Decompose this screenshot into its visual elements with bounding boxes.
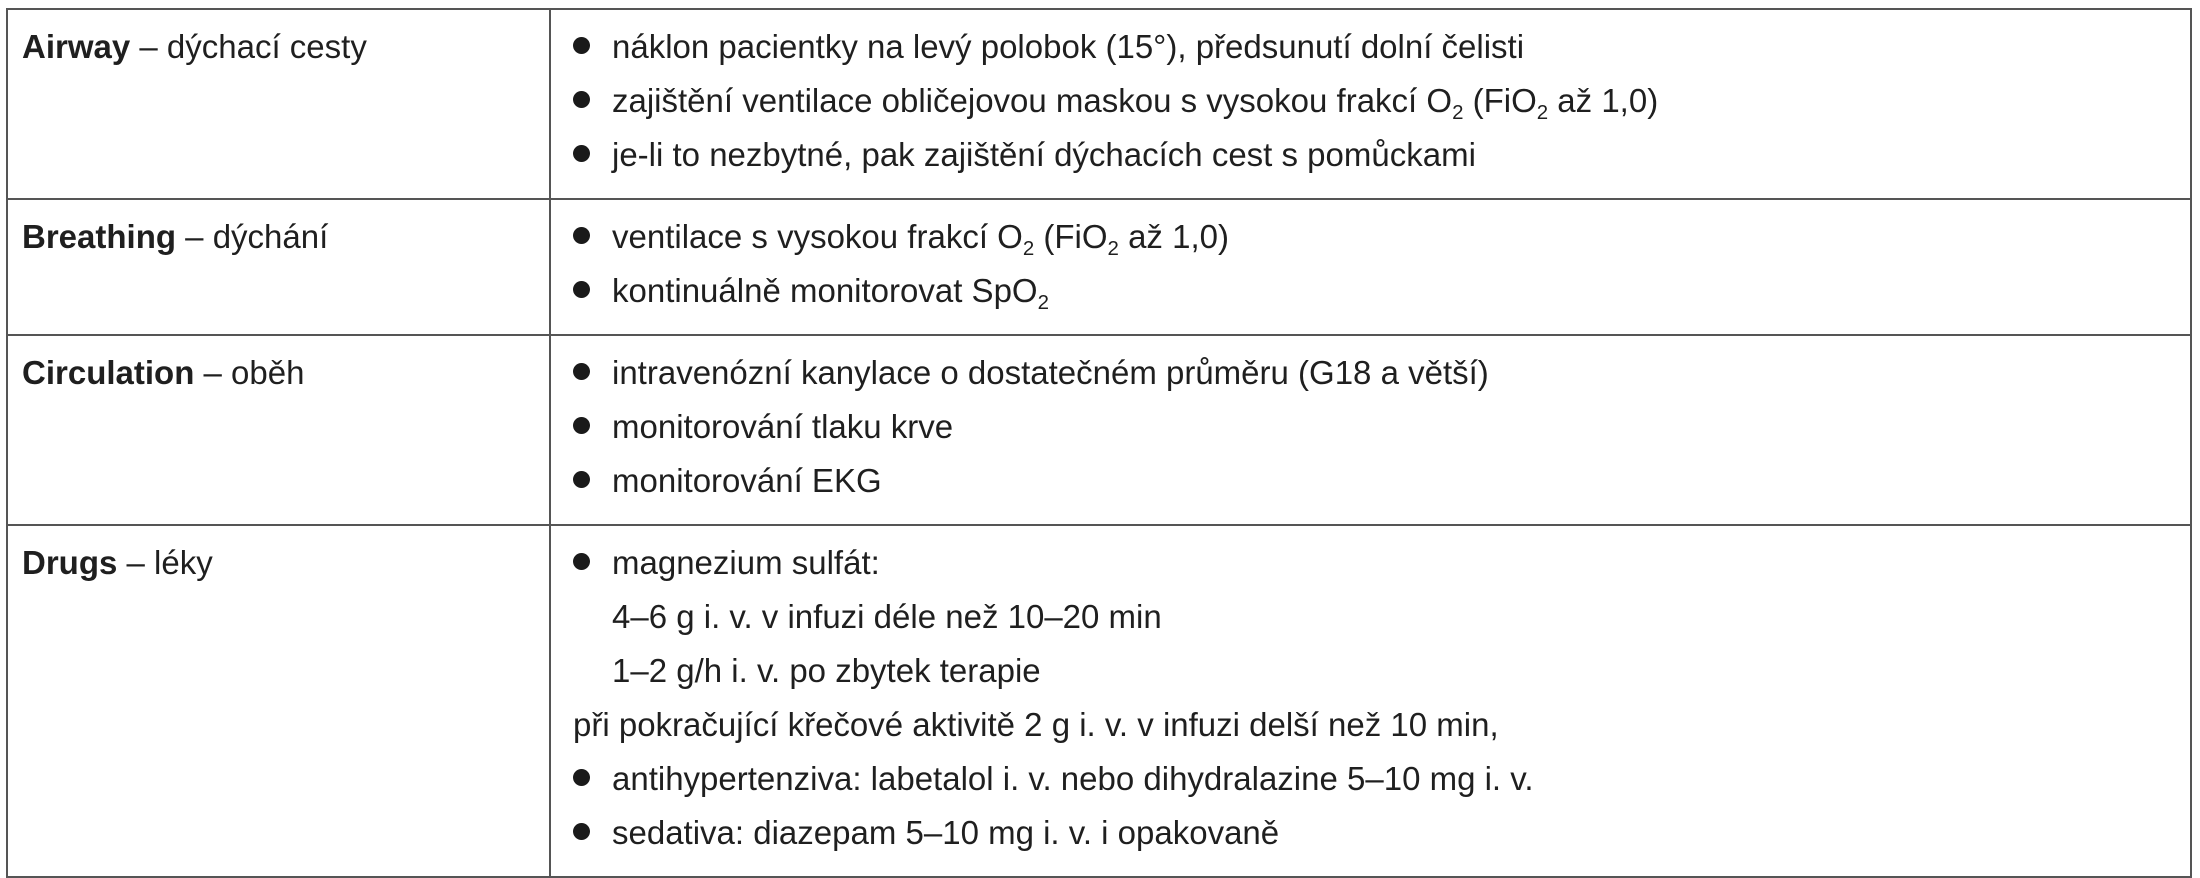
item-text: 1–2 g/h i. v. po zbytek terapie [612, 652, 1041, 689]
list-item [573, 808, 2176, 862]
item-text-post: (FiO [1034, 218, 1108, 255]
list-item [573, 76, 2176, 130]
item-text-pre: ventilace s vysokou frakcí O [612, 218, 1023, 255]
row-label-strong: Drugs [22, 544, 118, 581]
row-label-rest: – dýchání [176, 218, 329, 255]
list-item-indented [573, 592, 2176, 646]
item-text-post: (FiO [1463, 82, 1537, 119]
item-text: intravenózní kanylace o dostatečném průměru (G18 a větší) [612, 354, 1489, 391]
bullet-icon [573, 823, 590, 840]
bullet-icon [573, 227, 590, 244]
row-label-strong: Breathing [22, 218, 177, 255]
row-label-breathing [7, 199, 550, 335]
row-label-rest: – oběh [194, 354, 305, 391]
row-label-strong: Circulation [22, 354, 195, 391]
bullet-icon [573, 417, 590, 434]
abcd-table-container [6, 8, 2192, 878]
item-text: magnezium sulfát: [612, 544, 880, 581]
item-text-post2: až 1,0) [1548, 82, 1659, 119]
subscript: 2 [1037, 291, 1049, 315]
bullet-icon [573, 145, 590, 162]
row-label-rest: – léky [117, 544, 213, 581]
row-items-airway [550, 9, 2191, 199]
row-label-airway [7, 9, 550, 199]
item-text: při pokračující křečové aktivitě 2 g i. v. v infuzi delší než 10 min, [573, 706, 1499, 743]
row-label-strong: Airway [22, 28, 131, 65]
item-text: sedativa: diazepam 5–10 mg i. v. i opakovaně [612, 814, 1280, 851]
item-text: monitorování EKG [612, 462, 882, 499]
table-row-drugs [7, 525, 2191, 877]
bullet-icon [573, 553, 590, 570]
item-text-pre: kontinuálně monitorovat SpO [612, 272, 1038, 309]
bullet-icon [573, 91, 590, 108]
item-text-pre: zajištění ventilace obličejovou maskou s vysokou frakcí O [612, 82, 1453, 119]
item-text: je-li to nezbytné, pak zajištění dýchacích cest s pomůckami [612, 136, 1476, 173]
table-row-breathing [7, 199, 2191, 335]
list-item [573, 402, 2176, 456]
item-text [612, 212, 1229, 262]
item-text: 4–6 g i. v. v infuzi déle než 10–20 min [612, 598, 1162, 635]
row-label-drugs [7, 525, 550, 877]
list-item [573, 538, 2176, 592]
list-item [573, 456, 2176, 510]
subscript: 2 [1022, 237, 1035, 261]
item-text: antihypertenziva: labetalol i. v. nebo dihydralazine 5–10 mg i. v. [612, 760, 1534, 797]
item-text [612, 76, 1658, 126]
list-item-plain [573, 700, 2176, 754]
item-text-post2: až 1,0) [1118, 218, 1229, 255]
list-item-indented [573, 646, 2176, 700]
item-text: náklon pacientky na levý polobok (15°), předsunutí dolní čelisti [612, 28, 1525, 65]
list-item [573, 266, 2176, 320]
item-text: monitorování tlaku krve [612, 408, 954, 445]
bullet-icon [573, 37, 590, 54]
list-item [573, 22, 2176, 76]
abcd-table [6, 8, 2192, 878]
bullet-icon [573, 471, 590, 488]
list-item [573, 130, 2176, 184]
row-label-rest: – dýchací cesty [130, 28, 367, 65]
item-text [612, 266, 1049, 316]
list-item [573, 348, 2176, 402]
row-items-circulation [550, 335, 2191, 525]
bullet-icon [573, 769, 590, 786]
subscript: 2 [1107, 237, 1119, 261]
bullet-icon [573, 281, 590, 298]
subscript: 2 [1536, 101, 1549, 125]
subscript: 2 [1452, 101, 1464, 125]
table-row-airway [7, 9, 2191, 199]
row-items-drugs [550, 525, 2191, 877]
table-row-circulation [7, 335, 2191, 525]
list-item [573, 212, 2176, 266]
row-label-circulation [7, 335, 550, 525]
row-items-breathing [550, 199, 2191, 335]
bullet-icon [573, 363, 590, 380]
